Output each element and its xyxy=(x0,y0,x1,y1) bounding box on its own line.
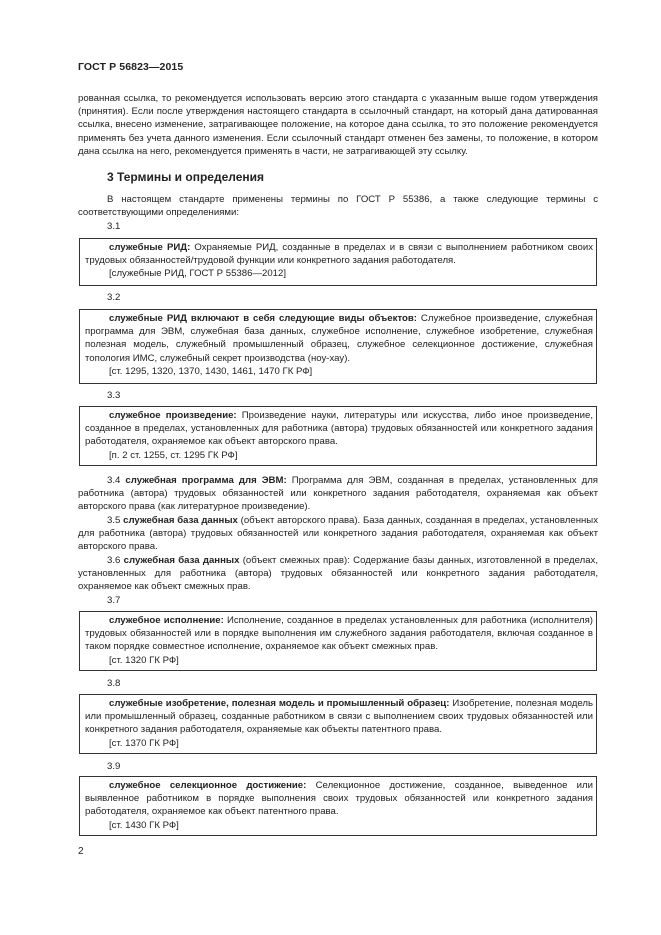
term-definition: Охраняемые РИД, созданные в пределах и в связи с выполнением работником своих трудовых обязанностей/трудовой функции или конкретного задания работодателя. xyxy=(85,242,594,267)
section-lead: В настоящем стандарте применены термины по ГОСТ Р 55386, а также следующие термины с соответствующими определениями: xyxy=(78,194,598,219)
term-number: 3.1 xyxy=(107,221,121,232)
term-paragraph xyxy=(78,554,598,594)
term-name: служебная база данных xyxy=(123,555,240,566)
term-number: 3.8 xyxy=(107,678,121,689)
term-source: [служебные РИД, ГОСТ Р 55386—2012] xyxy=(109,268,287,280)
term-name: служебное селекционное достижение: xyxy=(109,780,307,791)
term-number: 3.9 xyxy=(107,761,121,772)
term-box xyxy=(79,694,597,754)
term-definition: Произведение науки, литературы или искусства, либо иное произведение, созданное в пределах, установленных для работника (автора) трудовых обязанностей или конкретного задания работодателя, охраняемое как объект авторского права. xyxy=(85,410,593,448)
term-box xyxy=(79,238,597,286)
term-definition: Изобретение, полезная модель или промышленный образец, созданные работником в связи с выполнением своих трудовых обязанностей или конкретного задания работодателя, охраняемые как объекты патентного права. xyxy=(85,698,593,736)
term-definition: Служебное произведение, служебная программа для ЭВМ, служебная база данных, служебное исполнение, служебное изобретение, служебная полезная модель, служебный промышленный образец, служебное селекционное достижение, служебная топология ИМС, служебный секрет производства (ноу-хау). xyxy=(85,313,593,364)
term-number: 3.5 xyxy=(107,515,121,526)
document-header: ГОСТ Р 56823—2015 xyxy=(78,61,184,73)
term-name: служебная база данных xyxy=(123,515,238,526)
term-definition: Исполнение, созданное в пределах установленных для работника (исполнителя) трудовых обязанностей или в порядке выполнения им служебного задания работодателя, включая созданное в таком порядке совместное исполнение, охраняемое как объект смежных прав. xyxy=(85,615,593,653)
term-source: [ст. 1370 ГК РФ] xyxy=(109,737,179,749)
term-box xyxy=(79,611,597,671)
term-source: [п. 2 ст. 1255, ст. 1295 ГК РФ] xyxy=(109,449,238,461)
page-number: 2 xyxy=(78,846,84,857)
term-number: 3.3 xyxy=(107,390,121,401)
term-box xyxy=(79,776,597,836)
term-name: служебное исполнение: xyxy=(109,615,224,626)
term-name: служебная программа для ЭВМ: xyxy=(125,475,287,486)
term-definition: Селекционное достижение, созданное, выведенное или выявленное работником в порядке выполнения своих трудовых обязанностей или конкретного задания работодателя, охраняемое как объект патентного права. xyxy=(85,780,593,818)
term-name: служебное произведение: xyxy=(109,410,237,421)
term-number: 3.7 xyxy=(107,595,121,606)
term-definition: (объект авторского права). База данных, созданная в пределах, установленных для работника (автора) трудовых обязанностей или конкретного задания работодателя, охраняемая как объект авторского права. xyxy=(78,515,598,553)
term-source: [ст. 1320 ГК РФ] xyxy=(109,654,179,666)
term-paragraph xyxy=(78,474,598,514)
term-definition: (объект смежных прав): Содержание базы данных, изготовленной в пределах, установленных для работника (автора) трудовых обязанностей или конкретного задания работодателя, охраняемое как объект смежных прав. xyxy=(78,555,598,593)
term-paragraph xyxy=(78,514,598,554)
term-number: 3.6 xyxy=(107,555,121,566)
term-name: служебные изобретение, полезная модель и промышленный образец: xyxy=(109,698,450,709)
term-box xyxy=(79,309,597,384)
term-number: 3.2 xyxy=(107,292,121,303)
section-title: 3 Термины и определения xyxy=(107,170,265,184)
term-definition: Программа для ЭВМ, созданная в пределах, установленных для работника (автора) трудовых обязанностей или конкретного задания работодателя, охраняемая как объект авторского права (как литературное произведение). xyxy=(78,475,598,513)
term-box xyxy=(79,406,597,466)
intro-paragraph: рованная ссылка, то рекомендуется использовать версию этого стандарта с указанным выше годом утверждения (принятия). Если после утверждения настоящего стандарта в ссылочный стандарт, на который дана датированная ссылка, внесено изменение, затрагивающее положение, на которое дана ссылка, то это положение рекомендуется применять без учета данного изменения. Если ссылочный стандарт отменен без замены, то положение, в котором дана ссылка на него, рекомендуется применять в части, не затрагивающей эту ссылку. xyxy=(78,93,598,157)
term-source: [ст. 1430 ГК РФ] xyxy=(109,819,179,831)
term-name: служебные РИД включают в себя следующие виды объектов: xyxy=(109,313,417,324)
term-source: [ст. 1295, 1320, 1370, 1430, 1461, 1470 ГК РФ] xyxy=(109,365,313,377)
term-name: служебные РИД: xyxy=(109,242,191,253)
term-number: 3.4 xyxy=(107,475,121,486)
